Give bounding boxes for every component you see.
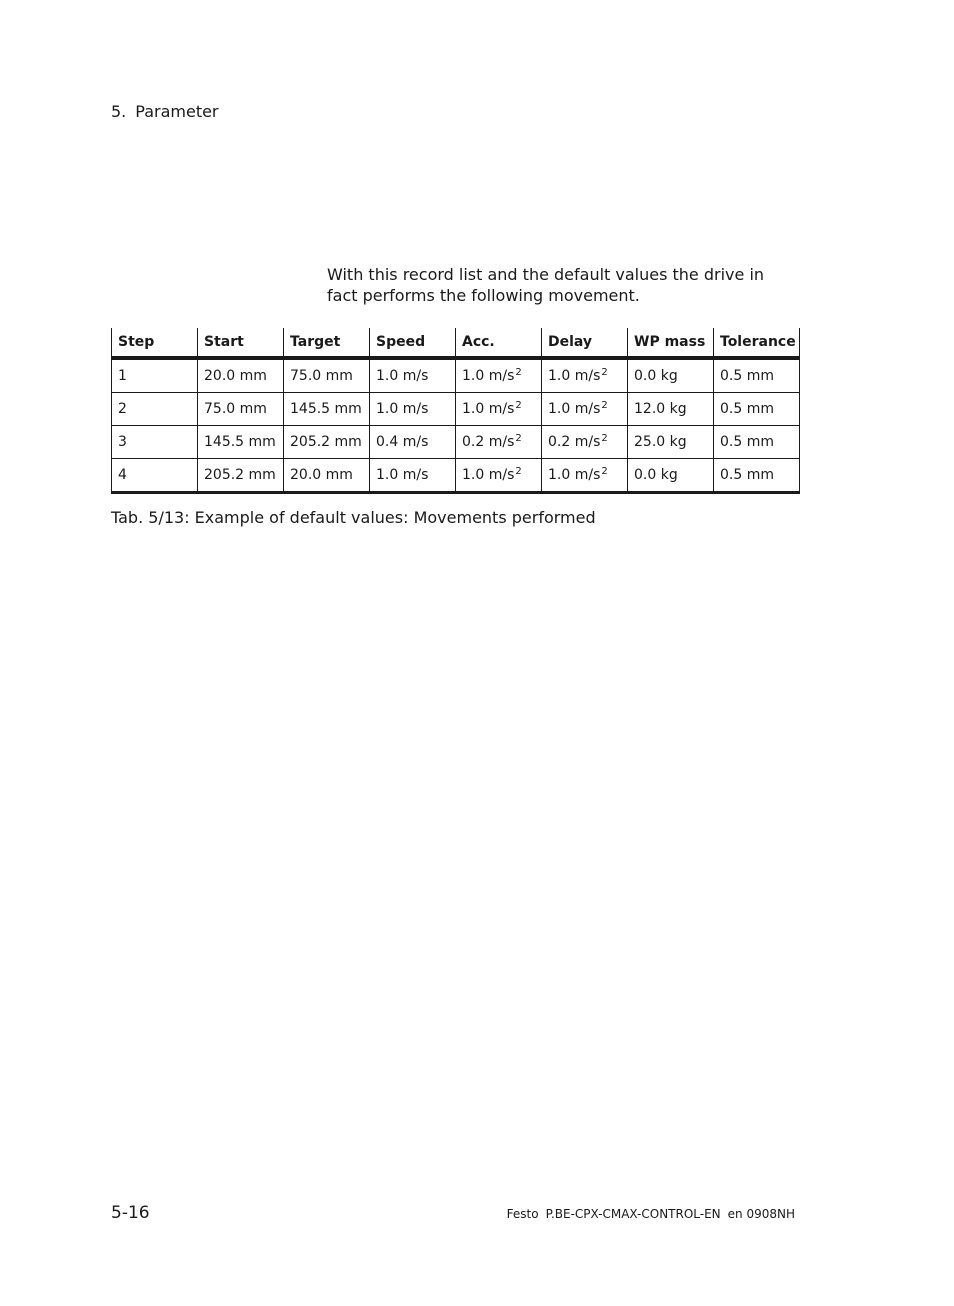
cell-wp-mass: 12.0 kg — [628, 393, 714, 426]
cell-wp-mass: 0.0 kg — [628, 358, 714, 393]
column-header-target: Target — [284, 328, 370, 358]
delay-value: 1.0 m/s — [548, 368, 601, 384]
cell-acc — [456, 358, 542, 393]
delay-value: 1.0 m/s — [548, 467, 601, 483]
column-header-speed: Speed — [370, 328, 456, 358]
cell-delay — [542, 459, 628, 493]
cell-acc — [456, 459, 542, 493]
acc-value: 1.0 m/s — [462, 467, 515, 483]
acc-value: 0.2 m/s — [462, 434, 515, 450]
column-header-delay: Delay — [542, 328, 628, 358]
cell-target: 75.0 mm — [284, 358, 370, 393]
cell-delay — [542, 393, 628, 426]
cell-target: 145.5 mm — [284, 393, 370, 426]
document-id: P.BE-CPX-CMAX-CONTROL-EN — [545, 1207, 721, 1221]
cell-step: 1 — [112, 358, 198, 393]
column-header-acc: Acc. — [456, 328, 542, 358]
cell-tolerance: 0.5 mm — [714, 393, 800, 426]
cell-target: 205.2 mm — [284, 426, 370, 459]
acc-exponent: 2 — [515, 367, 522, 378]
delay-exponent: 2 — [601, 466, 608, 477]
delay-exponent: 2 — [601, 400, 608, 411]
delay-value: 1.0 m/s — [548, 401, 601, 417]
page-number: 5-16 — [111, 1203, 150, 1223]
intro-paragraph: With this record list and the default values the drive in fact performs the following movement. — [327, 265, 765, 305]
cell-wp-mass: 0.0 kg — [628, 459, 714, 493]
document-reference — [507, 1207, 795, 1221]
cell-speed: 1.0 m/s — [370, 459, 456, 493]
acc-exponent: 2 — [515, 466, 522, 477]
edition-code: en 0908NH — [727, 1207, 795, 1221]
delay-value: 0.2 m/s — [548, 434, 601, 450]
cell-delay — [542, 426, 628, 459]
section-header — [111, 102, 219, 121]
movement-table — [111, 328, 800, 494]
table-caption: Tab. 5/13: Example of default values: Movements performed — [111, 508, 596, 527]
cell-wp-mass: 25.0 kg — [628, 426, 714, 459]
column-header-wp-mass: WP mass — [628, 328, 714, 358]
table-row — [112, 358, 800, 393]
column-header-step: Step — [112, 328, 198, 358]
cell-start: 205.2 mm — [198, 459, 284, 493]
table-row — [112, 426, 800, 459]
section-number: 5. — [111, 102, 127, 121]
table-row — [112, 459, 800, 493]
cell-delay — [542, 358, 628, 393]
delay-exponent: 2 — [601, 367, 608, 378]
cell-tolerance: 0.5 mm — [714, 459, 800, 493]
cell-tolerance: 0.5 mm — [714, 426, 800, 459]
cell-speed: 1.0 m/s — [370, 358, 456, 393]
cell-acc — [456, 426, 542, 459]
column-header-tolerance: Tolerance — [714, 328, 800, 358]
column-header-start: Start — [198, 328, 284, 358]
acc-exponent: 2 — [515, 433, 522, 444]
section-title: Parameter — [135, 102, 219, 121]
acc-value: 1.0 m/s — [462, 368, 515, 384]
delay-exponent: 2 — [601, 433, 608, 444]
publisher-name: Festo — [506, 1207, 539, 1221]
cell-step: 3 — [112, 426, 198, 459]
cell-acc — [456, 393, 542, 426]
cell-speed: 1.0 m/s — [370, 393, 456, 426]
cell-tolerance: 0.5 mm — [714, 358, 800, 393]
cell-start: 145.5 mm — [198, 426, 284, 459]
cell-start: 20.0 mm — [198, 358, 284, 393]
table-row — [112, 393, 800, 426]
acc-exponent: 2 — [515, 400, 522, 411]
acc-value: 1.0 m/s — [462, 401, 515, 417]
cell-step: 4 — [112, 459, 198, 493]
cell-step: 2 — [112, 393, 198, 426]
table-header-row — [112, 328, 800, 358]
cell-start: 75.0 mm — [198, 393, 284, 426]
cell-target: 20.0 mm — [284, 459, 370, 493]
cell-speed: 0.4 m/s — [370, 426, 456, 459]
